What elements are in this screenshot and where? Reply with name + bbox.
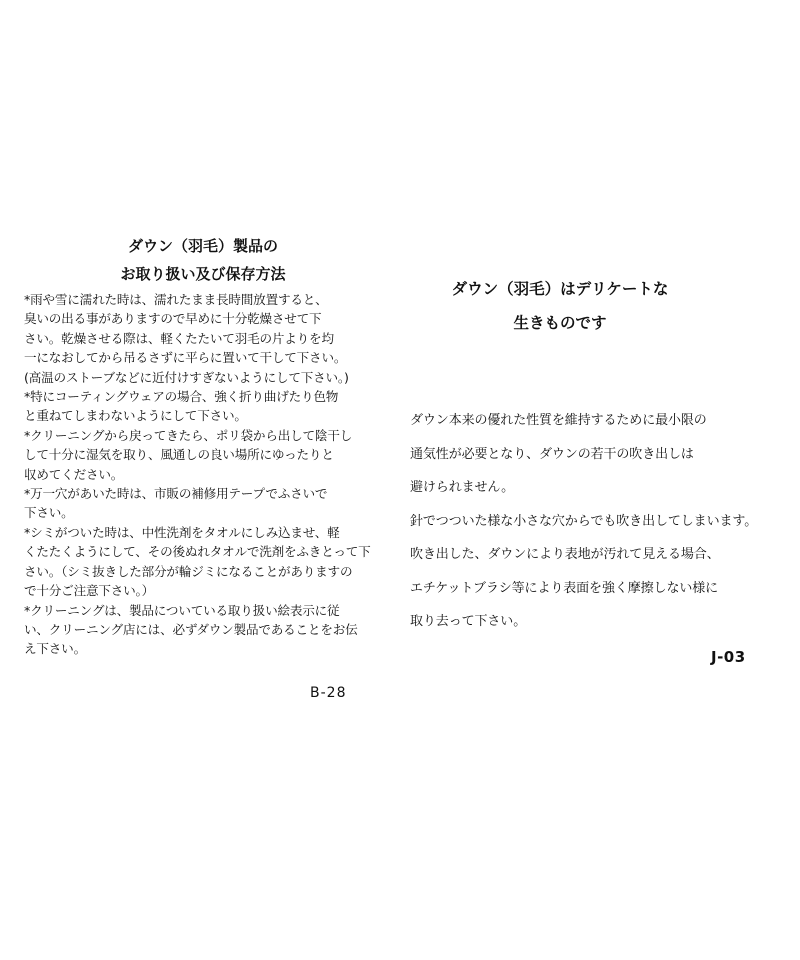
body-line: *クリーニングは、製品についている取り扱い絵表示に従 xyxy=(24,602,340,618)
delicate-notice-title xyxy=(410,272,710,340)
body-line: さい。乾燥させる際は、軽くたたいて羽毛の片よりを均 xyxy=(24,330,334,346)
title-line: お取り扱い及び保存方法 xyxy=(120,265,286,283)
care-instructions-title xyxy=(34,232,372,288)
body-line: くたたくようにして、その後ぬれタオルで洗剤をふきとって下 xyxy=(24,544,371,560)
care-instructions-body xyxy=(24,290,372,659)
body-line: ダウン本来の優れた性質を維持するために最小限の xyxy=(410,413,707,428)
body-line: い、クリーニング店には、必ずダウン製品であることをお伝 xyxy=(24,621,358,637)
body-line: 避けられません。 xyxy=(410,480,514,495)
body-line: さい。（シミ抜きした部分が輪ジミになることがありますの xyxy=(24,563,353,579)
title-line: 生きものです xyxy=(513,314,607,332)
body-line: 一になおしてから吊るさずに平らに置いて干して下さい。 xyxy=(24,350,347,366)
body-line: で十分ご注意下さい。） xyxy=(24,583,155,599)
product-code-label: B-28 xyxy=(310,685,347,701)
body-line: 吹き出した、ダウンにより表地が汚れて見える場合、 xyxy=(410,547,720,562)
delicate-notice-card xyxy=(410,272,795,639)
delicate-notice-body xyxy=(410,404,795,639)
body-line: *クリーニングから戻ってきたら、ポリ袋から出して陰干し xyxy=(24,427,353,443)
title-line: ダウン（羽毛）はデリケートな xyxy=(451,280,669,298)
body-line: *雨や雪に濡れた時は、濡れたまま長時間放置すると、 xyxy=(24,292,328,307)
body-line: と重ねてしまわないようにして下さい。 xyxy=(24,408,247,424)
body-line: 取り去って下さい。 xyxy=(410,614,527,629)
title-line: ダウン（羽毛）製品の xyxy=(127,237,278,255)
care-instructions-card xyxy=(24,232,372,659)
body-line: 通気性が必要となり、ダウンの若干の吹き出しは xyxy=(410,446,694,462)
body-line: *シミがついた時は、中性洗剤をタオルにしみ込ませ、軽 xyxy=(24,524,340,540)
body-line: 針でつついた様な小さな穴からでも吹き出してしまいます。 xyxy=(410,513,758,529)
product-code-label: J-03 xyxy=(711,648,746,666)
body-line: して十分に湿気を取り、風通しの良い場所にゆったりと xyxy=(24,447,334,463)
body-line: 臭いの出る事がありますので早めに十分乾燥させて下 xyxy=(24,311,322,327)
body-line: え下さい。 xyxy=(24,641,86,657)
body-line: *万一穴があいた時は、市販の補修用テープでふさいで xyxy=(24,486,328,502)
body-line: エチケットブラシ等により表面を強く摩擦しない様に xyxy=(410,580,719,596)
body-line: 下さい。 xyxy=(24,505,74,521)
body-line: *特にコーティングウェアの場合、強く折り曲げたり色物 xyxy=(24,389,339,405)
body-line: 収めてください。 xyxy=(24,466,124,482)
body-line: (高温のストーブなどに近付けすぎないようにして下さい。) xyxy=(24,369,349,385)
